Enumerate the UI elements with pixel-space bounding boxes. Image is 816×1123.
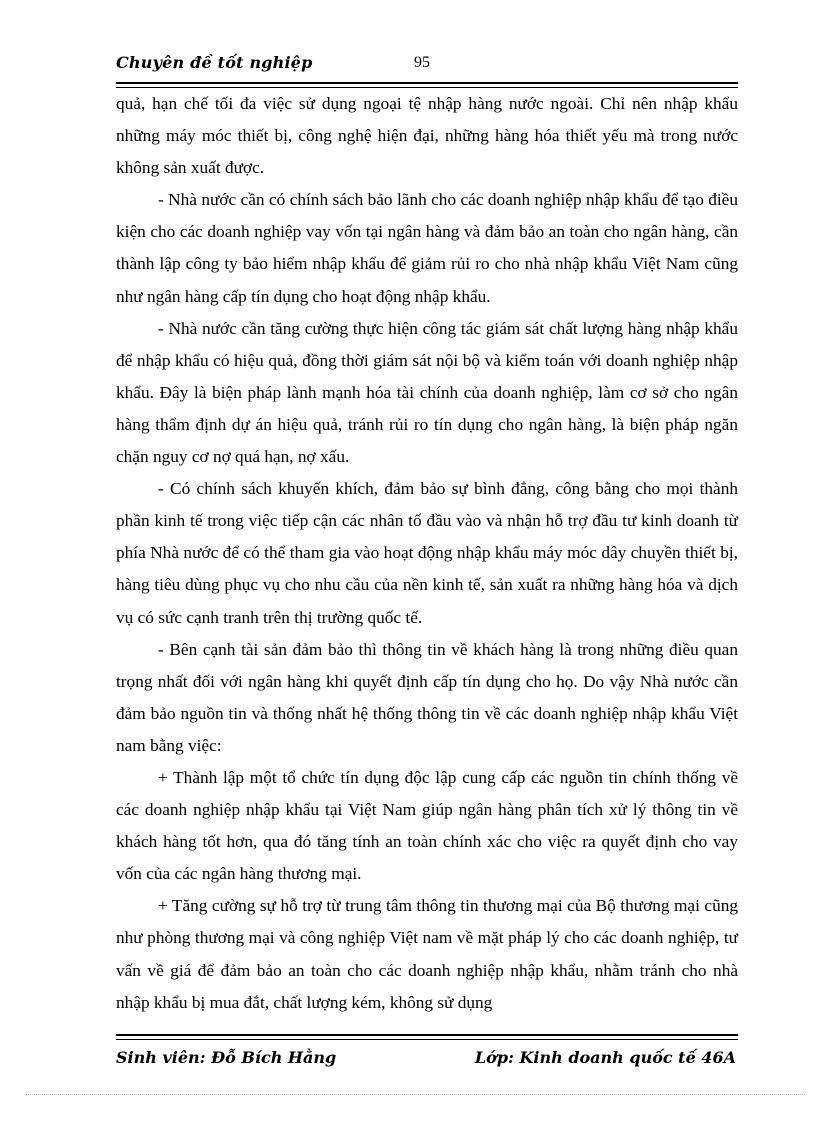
header-title: Chuyên đề tốt nghiệp [116, 53, 313, 72]
paragraph-credit-organization: + Thành lập một tổ chức tín dụng độc lập cung cấp các nguồn tin chính thống về các doanh nghiệp nhập khẩu tại Việt Nam giúp ngân hàng phân tích xử lý thông tin về khách hàng tốt hơn, qua đó tăng tính an toàn chính xác cho việc ra quyết định cho vay vốn của các ngân hàng thương mại. [116, 767, 738, 884]
paragraph-trade-information-support: + Tăng cường sự hỗ trợ từ trung tâm thông tin thương mại của Bộ thương mại cũng như phòng thương mại và công nghiệp Việt nam về mặt pháp lý cho các doanh nghiệp, tư vấn về giá để đảm bảo an toàn cho các doanh nghiệp nhập khẩu, nhằm tránh cho nhà nhập khẩu bị mua đắt, chất lượng kém, không sử dụng [116, 896, 738, 1012]
paragraph-continued: quả, hạn chế tối đa việc sử dụng ngoại tệ nhập hàng nước ngoài. Chỉ nên nhập khẩu những máy móc thiết bị, công nghệ hiện đại, những hàng hóa thiết yếu mà trong nước không sản xuất được. [116, 94, 738, 178]
paragraph-customer-information: - Bên cạnh tài sản đảm bảo thì thông tin về khách hàng là trong những điều quan trọng nhất đối với ngân hàng khi quyết định cấp tín dụng cho họ. Do vậy Nhà nước cần đảm bảo nguồn tin và thống nhất hệ thống thông tin về các doanh nghiệp nhập khẩu Việt nam bằng việc: [116, 639, 738, 755]
footer-rule [116, 1034, 738, 1040]
body-text [116, 88, 738, 1019]
footer-class: Lớp: Kinh doanh quốc tế 46A [474, 1048, 736, 1067]
page-number: 95 [414, 54, 430, 71]
footer-student: Sinh viên: Đỗ Bích Hằng [116, 1048, 337, 1067]
page-edge-divider [25, 1094, 805, 1095]
paragraph-guarantee-policy: - Nhà nước cần có chính sách bảo lãnh cho các doanh nghiệp nhập khẩu để tạo điều kiện cho các doanh nghiệp vay vốn tại ngân hàng và đảm bảo an toàn cho ngân hàng, cần thành lập công ty bảo hiểm nhập khẩu để giảm rủi ro cho nhà nhập khẩu Việt Nam cũng như ngân hàng cấp tín dụng cho hoạt động nhập khẩu. [116, 190, 738, 306]
paragraph-incentive-policy: - Có chính sách khuyến khích, đảm bảo sự bình đẳng, công bằng cho mọi thành phần kinh tế trong việc tiếp cận các nhân tố đầu vào và nhận hỗ trợ đầu tư kinh doanh từ phía Nhà nước để có thể tham gia vào hoạt động nhập khẩu máy móc dây chuyền thiết bị, hàng tiêu dùng phục vụ cho nhu cầu của nền kinh tế, sản xuất ra những hàng hóa và dịch vụ có sức cạnh tranh trên thị trường quốc tế. [116, 479, 738, 627]
paragraph-quality-supervision: - Nhà nước cần tăng cường thực hiện công tác giám sát chất lượng hàng nhập khẩu để nhập khẩu có hiệu quả, đồng thời giám sát nội bộ và kiểm toán với doanh nghiệp nhập khẩu. Đây là biện pháp lành mạnh hóa tài chính của doanh nghiệp, làm cơ sở cho ngân hàng thẩm định dự án hiệu quả, tránh rủi ro tín dụng cho ngân hàng, là biện pháp ngăn chặn nguy cơ nợ quá hạn, nợ xấu. [116, 318, 738, 467]
